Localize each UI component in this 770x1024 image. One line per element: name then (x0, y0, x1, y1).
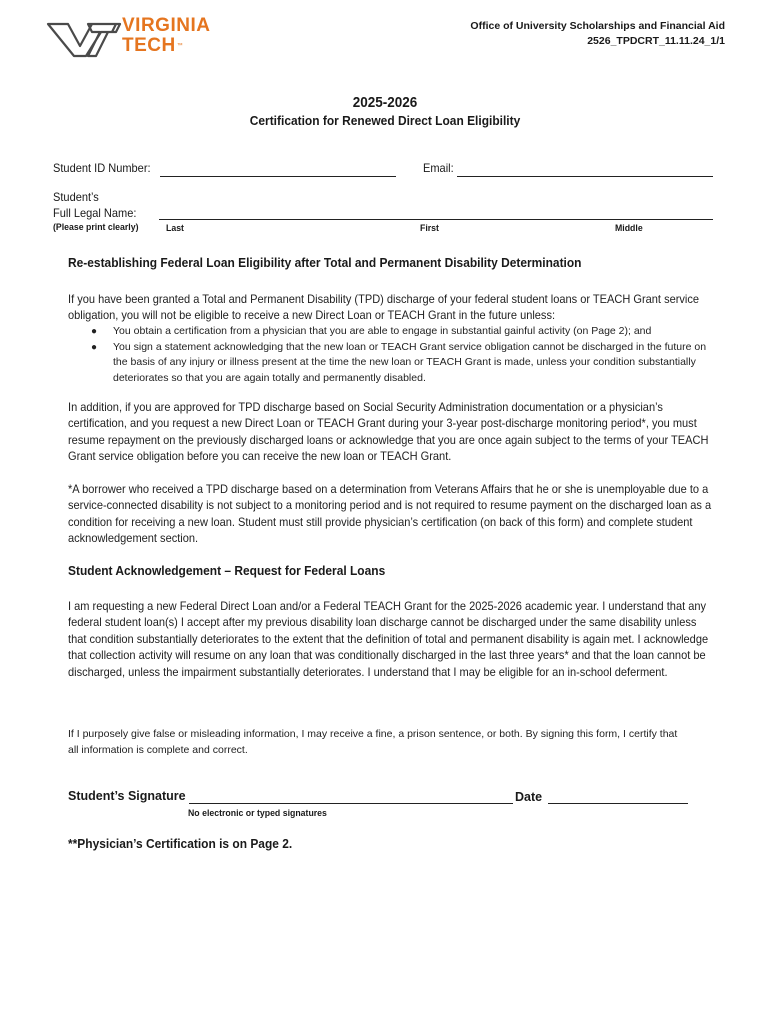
form-code: 2526_TPDCRT_11.11.24_1/1 (587, 35, 725, 47)
student-id-field[interactable] (160, 176, 396, 177)
section1-intro (68, 291, 716, 324)
section2-para-text: I am requesting a new Federal Direct Loan and/or a Federal TEACH Grant for the 2025-2026 academic year. I understand that any federal student loan(s) I accept after my previous disability loan discharge cannot be discharged under the same disability unless that condition substantially deteriorates to the extent that the definition of total and permanent disability is again met. I acknowledge that collection activity will resume on any loan that was conditionally discharged in the last three years* and that the loan cannot be discharged, unless the impairment substantially deteriorates. I understand that I may be eligible for an in-school deferment. (68, 599, 709, 679)
signature-label: Student’s Signature (68, 789, 186, 803)
name-middle-caption: Middle (615, 223, 643, 234)
signature-field[interactable] (189, 803, 513, 804)
logo-line1: VIRGINIA (122, 15, 211, 36)
section2-para (68, 598, 716, 680)
bullet-dot-icon: ● (91, 326, 98, 337)
print-clearly-note: (Please print clearly) (53, 222, 139, 233)
logo-trademark: ™ (176, 43, 184, 49)
section1-para2-text: In addition, if you are approved for TPD discharge based on Social Security Administration documentation or a physician’s certification, and you request a new Direct Loan or TEACH Grant during your 3-year post-discharge monitoring period*, you must resume repayment on the previously discharged loans or acknowledge that you are once again subject to the terms of your TEACH Grant service obligation before you can receive the new loan or TEACH Grant. (68, 400, 709, 464)
name-first-caption: First (420, 223, 439, 234)
logo-line2-text: TECH (122, 35, 176, 56)
logo-line2 (122, 36, 210, 56)
name-label-line2: Full Legal Name: (53, 206, 137, 220)
bullet-dot-icon: ● (91, 341, 98, 353)
logo-wordmark (122, 16, 210, 56)
bullet-text-2: You sign a statement acknowledging that the new loan or TEACH Grant service obligation cannot be discharged in the future on the basis of any injury or illness present at the time the new loan or TEACH Grant is made, unless your condition substantially deteriorates so that you are again totally and permanently disabled. (113, 340, 707, 384)
section1-intro-text: If you have been granted a Total and Permanent Disability (TPD) discharge of your federal student loans or TEACH Grant service obligation, you will not be eligible to receive a new Direct Loan or TEACH Grant in the future unless: (68, 292, 700, 323)
form-year: 2025-2026 (352, 94, 418, 111)
bullet-item (91, 324, 713, 340)
full-name-field[interactable] (159, 219, 713, 220)
date-field[interactable] (548, 803, 688, 804)
certification-statement: If I purposely give false or misleading information, I may receive a fine, a prison sentence, or both. By signing this form, I certify that all information is complete and correct. (68, 728, 678, 756)
signature-note: No electronic or typed signatures (188, 808, 327, 819)
bullet-item (91, 340, 713, 387)
email-label: Email: (423, 161, 454, 175)
name-last-caption: Last (166, 223, 184, 234)
form-title: Certification for Renewed Direct Loan Eligibility (249, 113, 521, 128)
section1-bullets (91, 324, 713, 386)
bullet-text-1: You obtain a certification from a physician that you are able to engage in substantial gainful activity (on Page 2); and (113, 325, 652, 337)
student-id-label: Student ID Number: (53, 161, 151, 175)
section1-para3-text: *A borrower who received a TPD discharge based on a determination from Veterans Affairs that he or she is unemployable due to a service-connected disability is not subject to a monitoring period and is not required to resume payment on the discharged loan as a condition for receiving a new loan. Student must still provide physician’s certification (on back of this form) and complete student acknowledgement section. (68, 482, 712, 546)
section2-heading: Student Acknowledgement – Request for Federal Loans (68, 563, 386, 578)
office-name: Office of University Scholarships and Financial Aid (470, 20, 725, 32)
email-field[interactable] (457, 176, 713, 177)
section1-para3 (68, 481, 716, 547)
office-header (470, 19, 725, 49)
bullet-list (91, 324, 713, 386)
date-label: Date (515, 790, 543, 804)
physician-note: **Physician’s Certification is on Page 2. (68, 836, 293, 851)
section1-heading: Re-establishing Federal Loan Eligibility after Total and Permanent Disability Determination (68, 255, 582, 270)
vt-mark-icon (48, 24, 120, 56)
name-label-line1: Student’s (53, 190, 99, 204)
section1-para2 (68, 399, 716, 465)
